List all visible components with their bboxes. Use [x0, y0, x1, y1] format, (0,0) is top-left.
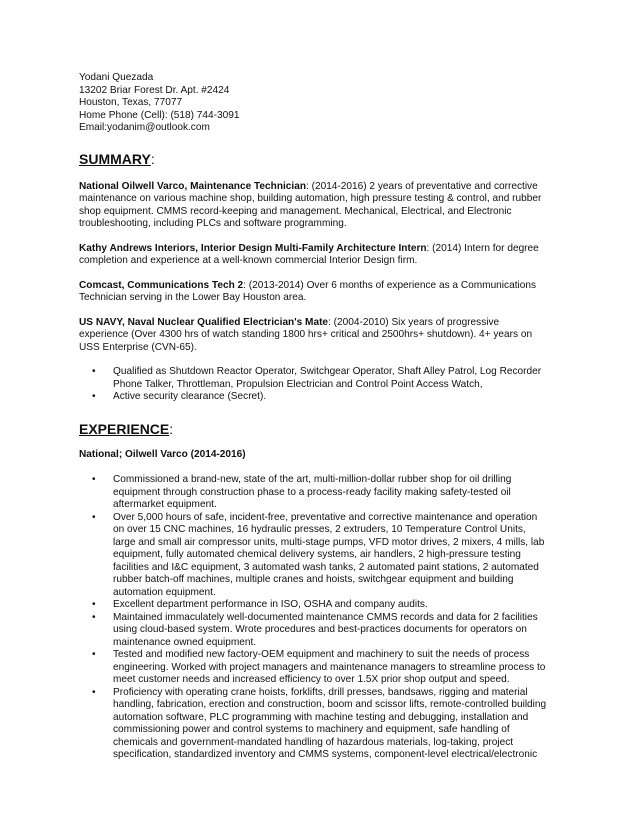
contact-name: Yodani Quezada — [79, 72, 154, 83]
entry-title: Comcast, Communications Tech 2 — [79, 279, 244, 291]
entry-title: US NAVY, Naval Nuclear Qualified Electrician's Mate — [79, 316, 329, 328]
entry-text: : (2014) Intern for degree completion and experience at a well-known commercial Interior Design firm. — [79, 242, 539, 266]
bullet-icon: • — [92, 649, 96, 660]
bullet-text: Proficiency with operating crane hoists, forklifts, drill presses, bandsaws, rigging and material handling, fabrication, erection and construction, boom and scissor lifts, remote-controlled building automation software, PLC programming with machine testing and debugging, installation and commissioning power and control systems to machinery and equipment, safe handling of chemicals and government-mandated handling of hazardous materials, log-taking, project specification, standardized inventory and CMMS systems, component-level electrical/electronic — [113, 686, 547, 760]
bullet-icon: • — [92, 366, 96, 377]
summary-heading: SUMMARY — [79, 150, 151, 167]
bullet-text: Tested and modified new factory-OEM equipment and machinery to suit the needs of process engineering. Worked with project managers and maintenance managers to streamline process to meet customer needs and increased efficiency to over 1.5X prior shop output and speed. — [113, 649, 546, 685]
entry-title: Kathy Andrews Interiors, Interior Design Multi-Family Architecture Intern — [79, 242, 427, 254]
list-item — [79, 512, 549, 600]
list-item — [79, 474, 549, 512]
contact-block — [79, 72, 549, 135]
list-item — [79, 366, 549, 391]
bullet-icon: • — [92, 474, 96, 485]
list-item — [79, 687, 549, 762]
bullet-icon: • — [92, 611, 96, 623]
entry-text: : (2013-2014) Over 6 months of experience as a Communications Technician serving in the Lower Bay Houston area. — [79, 279, 537, 303]
bullet-text: Qualified as Shutdown Reactor Operator, Switchgear Operator, Shaft Alley Patrol, Log Recorder Phone Talker, Throttleman, Propulsion Electrician and Control Point Access Watch, — [113, 366, 542, 390]
bullet-icon: • — [92, 511, 96, 523]
entry-text: : (2004-2010) Six years of progressive experience (Over 4300 hrs of watch standing 1800 hrs+ critical and 2500hrs+ shutdown). 4+ years on USS Enterprise (CVN-65). — [79, 316, 533, 353]
experience-colon: : — [169, 420, 174, 437]
summary-entry — [79, 243, 549, 268]
resume-page — [79, 72, 549, 762]
bullet-icon: • — [92, 391, 96, 402]
contact-email: Email:yodanim@outlook.com — [79, 122, 210, 133]
contact-address: 13202 Briar Forest Dr. Apt. #2424 — [79, 84, 230, 96]
summary-entries — [79, 181, 549, 355]
summary-entry — [79, 317, 549, 355]
company-heading: National; Oilwell Varco (2014-2016) — [79, 448, 246, 460]
list-item — [79, 599, 549, 612]
bullet-icon: • — [92, 686, 96, 698]
list-item — [79, 391, 549, 404]
summary-bullet-list — [79, 366, 549, 404]
experience-heading-row — [79, 421, 549, 438]
summary-colon: : — [150, 150, 155, 167]
summary-entry — [79, 280, 549, 305]
bullet-text: Maintained immaculately well-documented maintenance CMMS records and data for 2 facilities using cloud-based system. Wrote procedures and best-practices documents for operators on maintenance owned equipment. — [113, 611, 538, 648]
entry-text: : (2014-2016) 2 years of preventative and corrective maintenance on various machine shop, building automation, high pressure testing & control, and rubber shop equipment. CMMS record-keeping and management. Mechanical, Electrical, and Electronic troubleshooting, including PLCs and software programming. — [79, 180, 542, 229]
bullet-icon: • — [92, 599, 96, 610]
entry-title: National Oilwell Varco, Maintenance Technician — [79, 180, 306, 192]
list-item — [79, 649, 549, 687]
bullet-text: Active security clearance (Secret). — [113, 391, 267, 402]
contact-phone: Home Phone (Cell): (518) 744-3091 — [79, 109, 240, 121]
bullet-text: Commissioned a brand-new, state of the art, multi-million-dollar rubber shop for oil drilling equipment through construction phase to a process-ready facility making safety-tested oil aftermarket equipment. — [113, 474, 512, 510]
bullet-text: Excellent department performance in ISO, OSHA and company audits. — [113, 599, 428, 610]
summary-entry — [79, 181, 549, 231]
summary-heading-row — [79, 151, 549, 168]
contact-city: Houston, Texas, 77077 — [79, 97, 183, 108]
list-item — [79, 612, 549, 650]
experience-bullet-list — [79, 474, 549, 762]
bullet-text: Over 5,000 hours of safe, incident-free, preventative and corrective maintenance and operation on over 15 CNC machines, 16 hydraulic presses, 2 extruders, 10 Temperature Control Units, large and small air compressor units, multi-stage pumps, VFD motor drives, 2 mixers, 4 mills, lab equipment, fully automated chemical delivery systems, air handlers, 2 high-pressure testing facilities and I&C equipment, 3 automated wash tanks, 2 automated paint stations, 2 automated rubber batch-off machines, multiple cranes and hoists, switchgear equipment and building automation equipment. — [113, 511, 545, 598]
experience-heading: EXPERIENCE — [79, 420, 170, 437]
